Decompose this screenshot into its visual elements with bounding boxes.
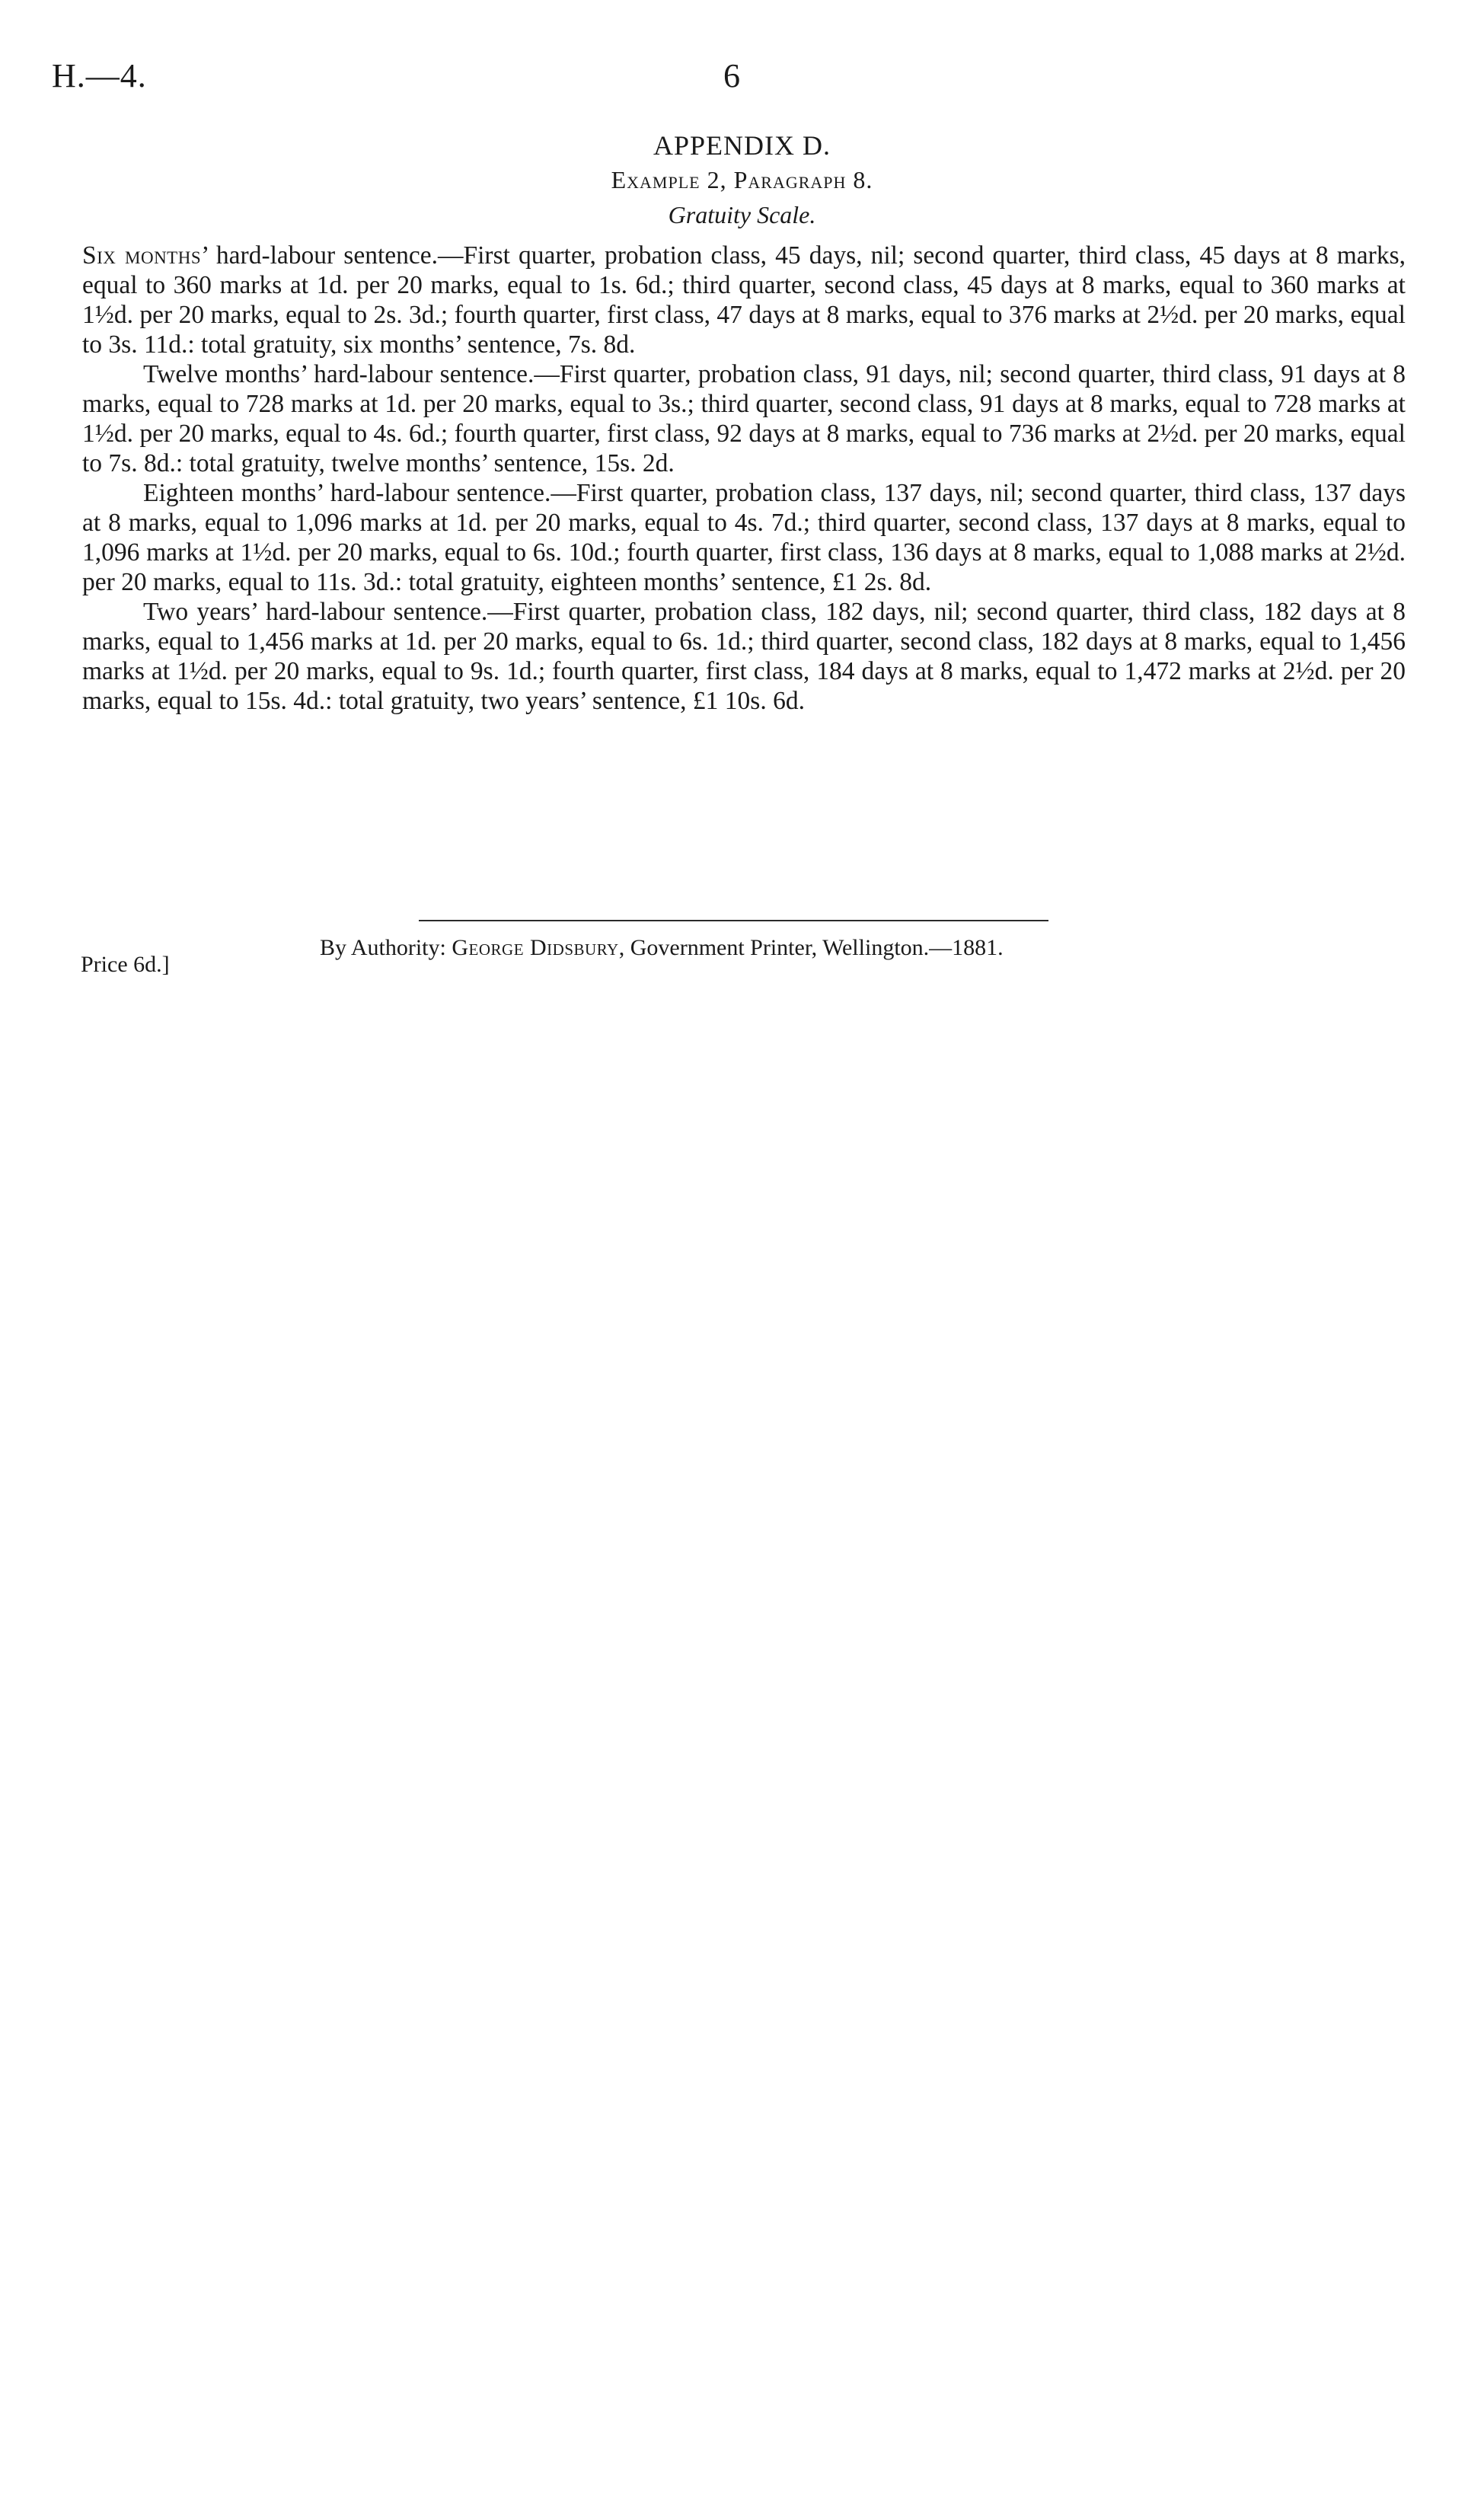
paragraph-twelve-months: Twelve months’ hard-labour sentence.—First quarter, probation class, 91 days, nil; second quarter, third class, 91 days at 8 marks, equal to 728 marks at 1d. per 20 marks, equal to 3s.; third quarter, second class, 91 days at 8 marks, equal to 728 marks at 1½d. per 20 marks, equal to 4s. 6d.; fourth quarter, first class, 92 days at 8 marks, equal to 736 marks at 2½d. per 20 marks, equal to 7s. 8d.: total gratuity, twelve months’ sentence, 15s. 2d.: [82, 360, 1406, 477]
example-heading: Example 2, Paragraph 8.: [611, 166, 873, 193]
paragraph-lead-words: Six months: [82, 241, 202, 270]
paragraph-six-months: [82, 241, 1406, 359]
imprint-suffix: , Government Printer, Wellington.—1881.: [618, 935, 1004, 960]
body-text: [82, 241, 1406, 716]
footer-rule: [419, 920, 1048, 921]
printer-imprint: [320, 935, 1233, 961]
paragraph-eighteen-months: Eighteen months’ hard-labour sentence.—First quarter, probation class, 137 days, nil; second quarter, third class, 137 days at 8 marks, equal to 1,096 marks at 1d. per 20 marks, equal to 4s. 7d.; third quarter, second class, 137 days at 8 marks, equal to 1,096 marks at 1½d. per 20 marks, equal to 6s. 10d.; fourth quarter, first class, 136 days at 8 marks, equal to 1,088 marks at 2½d. per 20 marks, equal to 11s. 3d.: total gratuity, eighteen months’ sentence, £1 2s. 8d.: [82, 479, 1406, 596]
price-note: Price 6d.]: [81, 952, 170, 977]
appendix-title: APPENDIX D.: [653, 130, 831, 161]
page-number: 6: [723, 57, 740, 94]
paragraph-six-months-text: ’ hard-labour sentence.—First quarter, probation class, 45 days, nil; second quarter, third class, 45 days at 8 marks, equal to 360 marks at 1d. per 20 marks, equal to 1s. 6d.; third quarter, second class, 45 days at 8 marks, equal to 360 marks at 1½d. per 20 marks, equal to 2s. 3d.; fourth quarter, first class, 47 days at 8 marks, equal to 376 marks at 2½d. per 20 marks, equal to 3s. 11d.: total gratuity, six months’ sentence, 7s. 8d.: [82, 241, 1406, 359]
imprint-prefix: By Authority:: [320, 935, 452, 960]
scale-heading: Gratuity Scale.: [668, 201, 816, 228]
paragraph-two-years: Two years’ hard-labour sentence.—First quarter, probation class, 182 days, nil; second quarter, third class, 182 days at 8 marks, equal to 1,456 marks at 1d. per 20 marks, equal to 6s. 1d.; third quarter, second class, 182 days at 8 marks, equal to 1,456 marks at 1½d. per 20 marks, equal to 9s. 1d.; fourth quarter, first class, 184 days at 8 marks, equal to 1,472 marks at 2½d. per 20 marks, equal to 15s. 4d.: total gratuity, two years’ sentence, £1 10s. 6d.: [82, 598, 1406, 715]
document-reference: H.—4.: [52, 57, 147, 94]
printer-name: George Didsbury: [452, 935, 619, 960]
